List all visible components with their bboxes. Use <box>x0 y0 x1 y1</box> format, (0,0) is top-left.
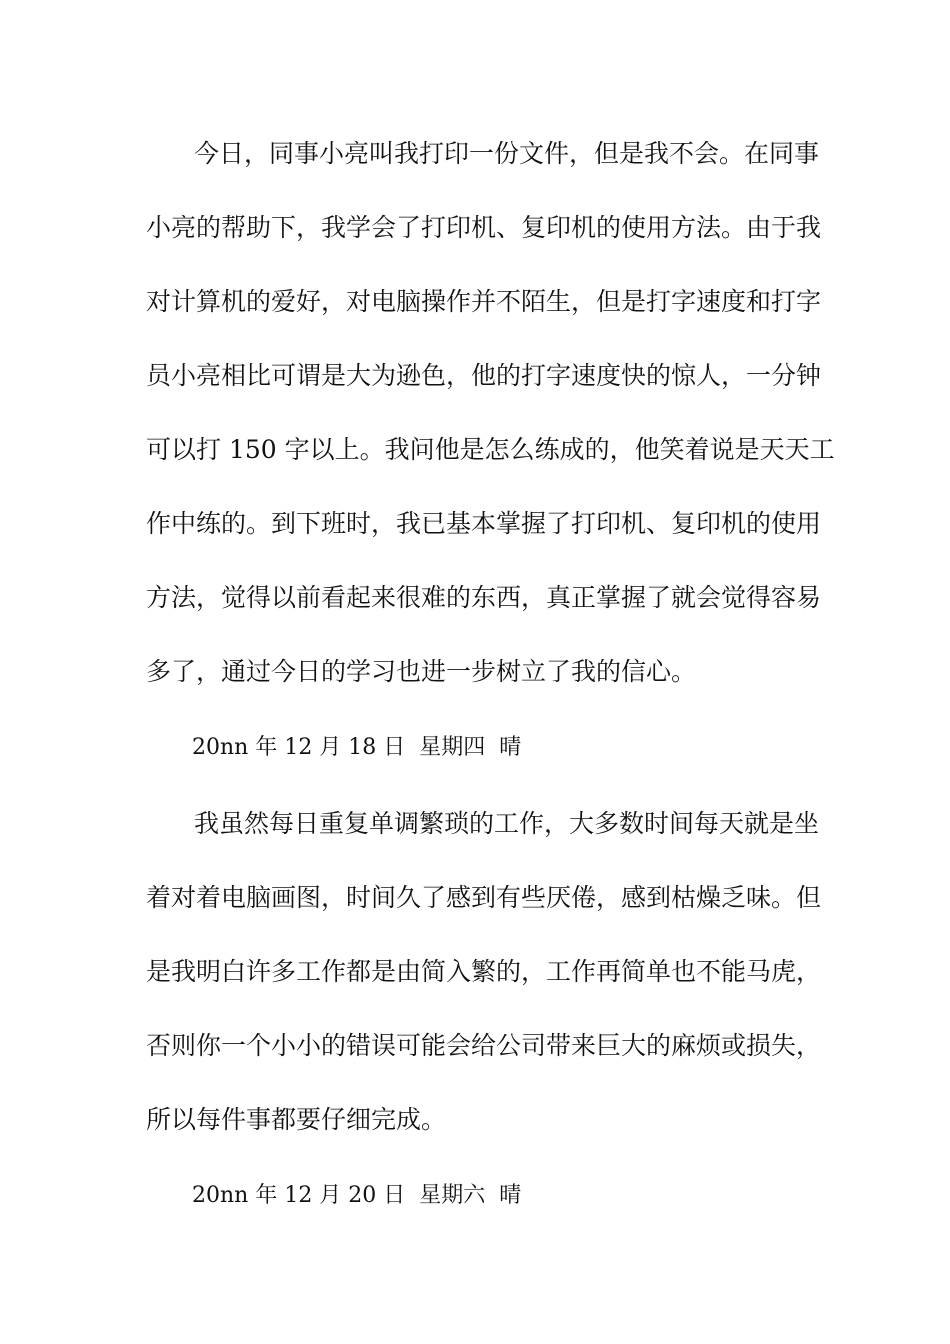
paragraph2-line: 否则你一个小小的错误可能会给公司带来巨大的麻烦或损失， <box>146 1031 822 1060</box>
paragraph1-line: 今日，同事小亮叫我打印一份文件，但是我不会。在同事 <box>194 139 820 168</box>
diary-date-heading: 20nn 年 12 月 20 日 星期六 晴 <box>192 1183 522 1208</box>
paragraph1-line: 方法，觉得以前看起来很难的东西，真正掌握了就会觉得容易 <box>146 583 822 612</box>
paragraph1-line: 对计算机的爱好，对电脑操作并不陌生，但是打字速度和打字 <box>146 287 822 316</box>
paragraph1-line: 作中练的。到下班时，我已基本掌握了打印机、复印机的使用 <box>146 509 822 538</box>
diary-date-heading: 20nn 年 12 月 18 日 星期四 晴 <box>192 735 522 760</box>
paragraph2-line: 我虽然每日重复单调繁琐的工作，大多数时间每天就是坐 <box>194 809 820 838</box>
paragraph1-line: 员小亮相比可谓是大为逊色，他的打字速度快的惊人，一分钟 <box>146 361 822 390</box>
paragraph1-line: 小亮的帮助下，我学会了打印机、复印机的使用方法。由于我 <box>146 213 822 242</box>
paragraph2-line: 所以每件事都要仔细完成。 <box>146 1105 447 1134</box>
paragraph1-line: 可以打 150 字以上。我问他是怎么练成的，他笑着说是天天工 <box>146 435 835 464</box>
paragraph1-line: 多了，通过今日的学习也进一步树立了我的信心。 <box>146 657 697 686</box>
paragraph2-line: 着对着电脑画图，时间久了感到有些厌倦，感到枯燥乏味。但 <box>146 883 822 912</box>
paragraph2-line: 是我明白许多工作都是由简入繁的，工作再简单也不能马虎， <box>146 957 822 986</box>
